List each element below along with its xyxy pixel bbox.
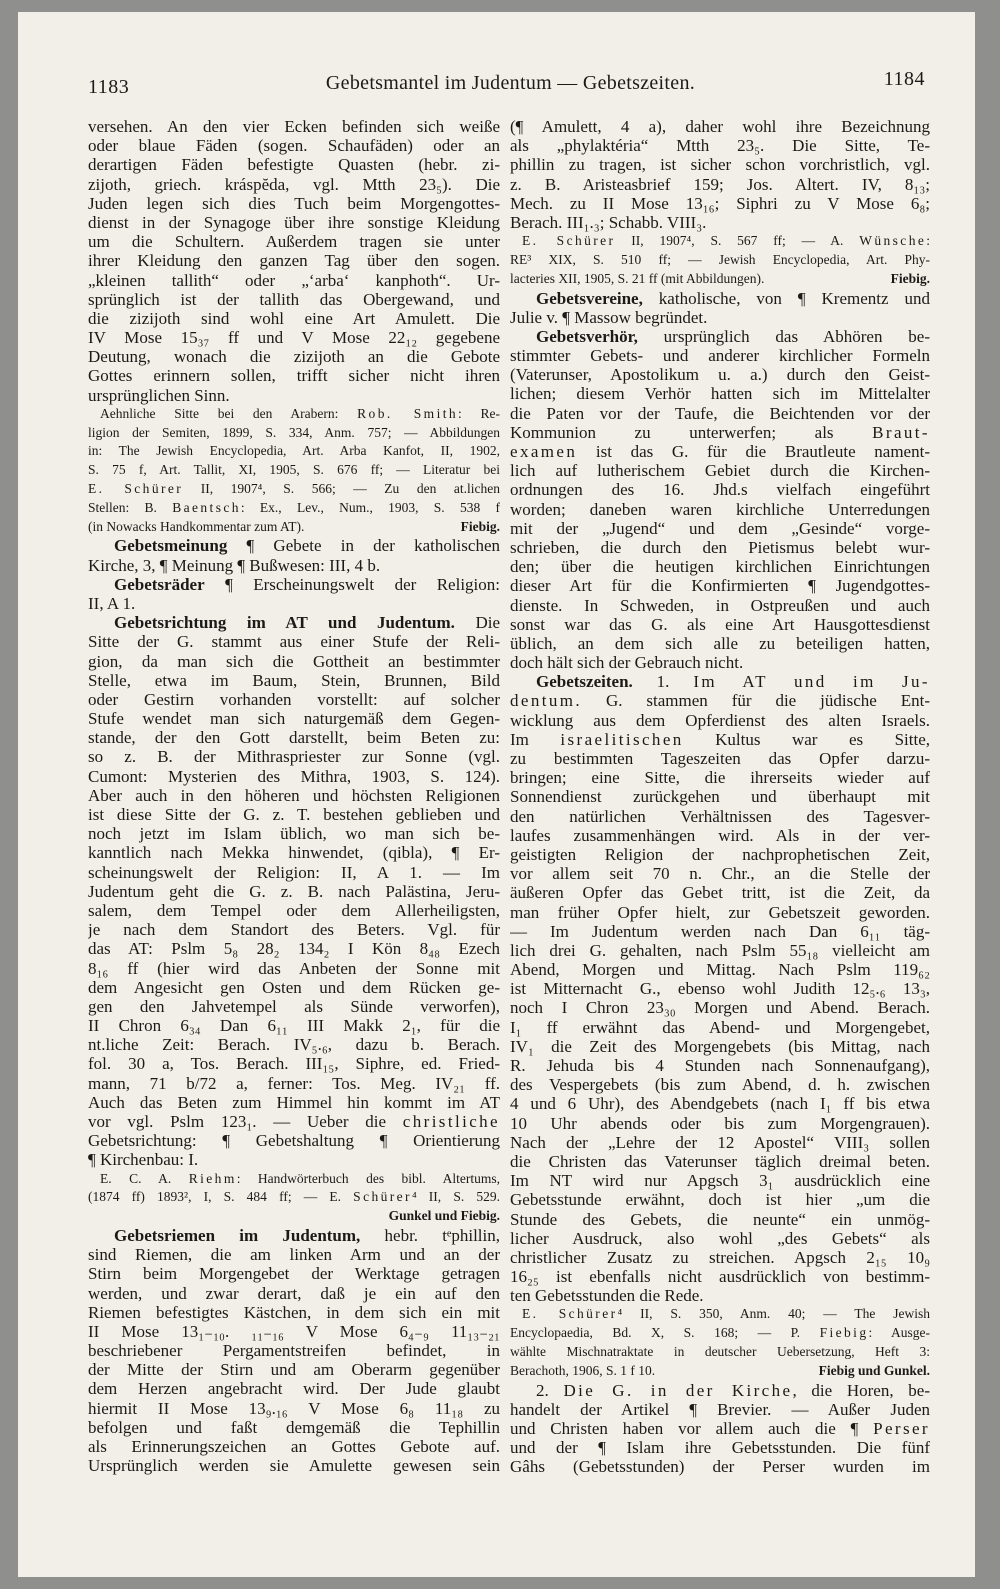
text-segment: : Ex., Lev., Num., 1903, S. 538 f [240, 499, 500, 515]
literature-note [88, 1170, 500, 1226]
text-segment: II, 1907⁴, S. 566; — Zu den at.lichen [183, 481, 500, 496]
text-line [510, 1362, 930, 1381]
text-line: Nach der „Lehre der 12 Apostel“ VIII₃ sollen [510, 1132, 930, 1152]
text-line: beschriebener Pergamentstreifen befindet, in [88, 1341, 500, 1361]
text-line: Im NT wird nur Apgsch 3₁ ausdrücklich eine [510, 1171, 930, 1191]
text-segment: Kommunion zu unterwerfen; als [510, 422, 873, 442]
text-line [88, 1170, 500, 1189]
text-line: kanntlich nach Mekka hinwendet, (qibla), ¶ Er- [88, 843, 500, 863]
article-entry [88, 1226, 500, 1475]
text-line: die zizijoth sind wohl eine Art Amulett. Die [88, 308, 500, 328]
spaced-text: Fiebig [819, 1325, 869, 1341]
headword: Gebetsmeinung [114, 536, 228, 556]
text-line: ¶ Kirchenbau: I. [88, 1150, 199, 1170]
spaced-text: Perser [873, 1419, 930, 1439]
text-line [510, 442, 930, 461]
text-line: „kleinen tallith“ oder „‘arba‘ kanphoth“. Ur- [88, 270, 500, 290]
spaced-text: E. Schürer [522, 233, 616, 249]
text-line: dienste. In Schweden, in Ostpreußen und auch [510, 595, 930, 615]
text-segment: E. C. A. [100, 1170, 189, 1186]
article-entry [510, 289, 930, 327]
text-line: 8₁₆ ff (hier wird das Anbeten der Sonne mit [88, 958, 500, 978]
spaced-text: dentum. [510, 691, 583, 711]
running-title: Gebetsmantel im Judentum — Gebetszeiten. [325, 72, 696, 94]
text-segment: (in Nowacks Handkommentar zum AT). [88, 518, 305, 534]
spaced-text: E. Schürer [88, 481, 184, 496]
spaced-text: israelitischen [560, 729, 684, 749]
text-line [510, 730, 930, 749]
text-line: IV Mose 15₃₇ ff und V Mose 22₁₂ gegebene [88, 328, 500, 348]
text-line: noch jetzt im Islam üblich, wo man sich be- [88, 824, 500, 844]
text-line: ordnungen des 16. Jhd.s vielfach eingeführt [510, 480, 930, 500]
text-line: fol. 30 a, Tos. Berach. III₁₅, Siphre, ed. Fried- [88, 1054, 500, 1074]
spaced-text: Die G. in der Kirche [563, 1380, 793, 1400]
text-line: oder Gestirn vorhanden vorstellt: auf solcher [88, 689, 500, 709]
text-line: licher Ausdruck, also wohl „des Gebets“ als [510, 1228, 930, 1248]
headword: Gebetsräder [114, 574, 205, 594]
text-line: — Im Judentum werden nach Dan 6₁₁ täg- [510, 921, 930, 941]
author-signature: Fiebig. [460, 518, 500, 534]
text-line: 10 Uhr abends oder bis zum Morgengrauen). [510, 1113, 930, 1133]
text-line: Berach. III₁.₃; Schabb. VIII₃. [510, 212, 707, 232]
article-entry [88, 613, 500, 1169]
text-segment: Die [454, 613, 500, 633]
text-line: (Vaterunser, Apostolikum u. a.) durch den Geist- [510, 365, 930, 385]
text-line: Julie v. ¶ Massow begründet. [510, 307, 708, 327]
literature-note [510, 232, 930, 288]
text-line: hiermit II Mose 13₉.₁₆ V Mose 6₈ 11₁₈ zu [88, 1398, 500, 1418]
text-line: schrieben, die durch den Pietismus belebt wur- [510, 537, 930, 557]
text-segment: vor vgl. Pslm 123₁. — Ueber die [88, 1112, 403, 1132]
text-line: Aber auch in den höheren und höchsten Religionen [88, 785, 500, 805]
text-line: das AT: Pslm 5₈ 28₂ 134₂ I Kön 8₄₈ Ezech [88, 939, 500, 959]
text-line [510, 672, 930, 691]
text-segment: II, 1907⁴, S. 567 ff; — A. [615, 233, 860, 249]
text-line: dieser Art für die Konfirmierten ¶ Jugendgottes- [510, 576, 930, 596]
text-line: äußeren Opfer das Gebet tritt, ist die Zeit, da [510, 883, 930, 903]
page-number-left: 1183 [88, 76, 130, 98]
text-line: ten Gebetsstunden die Rede. [510, 1286, 704, 1306]
text-line: christlicher Zusatz zu streichen. Apgsch 2₁₅ 10₉ [510, 1247, 930, 1267]
text-line [510, 1305, 930, 1324]
spaced-text: Riehm [188, 1170, 237, 1186]
text-line: handelt der Artikel ¶ Brevier. — Außer Juden [510, 1399, 930, 1419]
spaced-text: E. Schürer [522, 1306, 618, 1322]
text-line [88, 480, 500, 499]
text-line: die Paten vor der Taufe, die Beichtenden vor der [510, 403, 930, 423]
text-line [88, 1207, 500, 1226]
text-line [510, 423, 930, 442]
literature-note [510, 1305, 930, 1380]
text-line: um die Schultern. Außerdem tragen sie unter [88, 232, 500, 252]
text-line: ist diese Sitte der G. z. T. bestehen geblieben und [88, 805, 500, 825]
text-line: salem, dem Tempel oder dem Allerheiligsten, [88, 900, 500, 920]
text-segment: ursprünglich das Abhören be- [637, 326, 930, 346]
text-line: sind Riemen, die am linken Arm und an der [88, 1245, 500, 1265]
text-line: als „phylaktéria“ Mtth 23₅. Die Sitte, Te- [510, 136, 930, 156]
literature-note [88, 405, 500, 537]
text-line: II Mose 13₁₋₁₀. ₁₁₋₁₆ V Mose 6₄₋₉ 11₁₃₋₂₁ [88, 1321, 500, 1341]
text-segment: katholische, von ¶ Krementz und [642, 288, 930, 308]
text-line: laufes zusammenhängen wird. Als in der ver- [510, 825, 930, 845]
text-segment: : [926, 233, 930, 249]
text-line [510, 1419, 930, 1438]
text-line: sonst war das G. als eine Art Hausgottesdienst [510, 614, 930, 634]
text-segment: : Ausge- [868, 1325, 930, 1341]
headword: Gebetsvereine, [536, 288, 643, 308]
text-line [510, 327, 930, 346]
text-line: mann, 71 b/72 a, ferner: Tos. Meg. IV₂₁ ff. [88, 1073, 500, 1093]
text-line [88, 536, 500, 555]
text-line: befolgen und faßt demgemäß die Tephillin [88, 1417, 500, 1437]
text-line: Kirche, 3, ¶ Meinung ¶ Bußwesen: III, 4 b. [88, 555, 381, 575]
text-segment: : Re- [458, 405, 500, 421]
headword: Gebetsrichtung im AT und Judentum. [114, 613, 455, 633]
spaced-text: Im AT und im Ju- [693, 672, 930, 692]
text-line [510, 270, 930, 289]
text-line: Stufe wendet man sich naturgemäß dem Gegen- [88, 709, 500, 729]
text-line: die Christen das Vaterunser täglich dreimal beten. [510, 1151, 930, 1171]
text-segment: und Christen haben vor allem auch die ¶ [510, 1419, 874, 1439]
text-segment: Kultus war es Sitte, [683, 729, 930, 749]
text-line [510, 289, 930, 308]
text-line [510, 232, 930, 251]
text-line [88, 575, 500, 594]
text-line: Auch das Beten zum Himmel hin kommt im AT [88, 1092, 500, 1112]
text-line: Mech. zu II Mose 13₁₆; Siphri zu V Mose 6₈; [510, 193, 930, 213]
text-line: 16₂₅ ist ebenfalls nicht ausdrücklich von bestimm- [510, 1267, 930, 1287]
text-line: Cumont: Mysterien des Mithra, 1903, S. 124). [88, 766, 500, 786]
text-line: den; über die heutigen kirchlichen Einrichtungen [510, 557, 930, 577]
text-line: des Vespergebets (bis zum Abend, d. h. zwischen [510, 1075, 930, 1095]
text-line: derartigen Fäden befestigte Quasten (hebr. zi- [88, 155, 500, 175]
article-paragraph [510, 117, 930, 232]
text-line: scheinungswelt der Religion: II, A 1. — Im [88, 862, 500, 882]
text-line: geistigten Religion der nachprophetischen Zeit, [510, 844, 930, 864]
text-line: nt.liche Zeit: Berach. IV₅.₆, dazu b. Berach. [88, 1035, 500, 1055]
text-line: Gâhs (Gebetsstunden) der Perser wurden im [510, 1457, 930, 1477]
text-line: wählte Mischnatraktate in deutscher Uebersetzung, Heft 3: [510, 1344, 930, 1360]
text-line: Deutung, wonach die zizijoth an die Gebote [88, 347, 500, 367]
spaced-text: examen [510, 442, 578, 462]
text-line: bringen; eine Sitte, die ihrerseits wieder auf [510, 768, 930, 788]
text-line: zijoth, griech. kráspĕda, vgl. Mtth 23₅). Die [88, 174, 500, 194]
text-line: ligion der Semiten, 1899, S. 334, Anm. 757; — Abbildungen [88, 424, 500, 440]
text-line: stande, der den Gott darstellt, beim Beten zu: [88, 728, 500, 748]
text-line: Gebetsstunde erwähnt, doch ist hier „um die [510, 1190, 930, 1210]
text-line: man früher Opfer hielt, zur Gebetszeit geworden. [510, 902, 930, 922]
text-segment: ⁴ II, S. 529. [411, 1189, 500, 1205]
text-line: doch hält sich der Gebrauch nicht. [510, 653, 744, 673]
text-segment: 2. [536, 1380, 564, 1400]
text-line: dem Angesicht gen Osten und dem Rücken ge- [88, 977, 500, 997]
text-segment: : Handwörterbuch des bibl. Altertums, [236, 1170, 500, 1186]
text-line: Ursprünglich werden sie Amulette gewesen sein [88, 1456, 500, 1476]
text-line: 4 und 6 Uhr), des Abendgebets (nach I₁ ff bis etwa [510, 1094, 930, 1114]
headword: Gebetsverhör, [536, 326, 638, 346]
text-line: der Mitte der Stirn und am Oberarm gegenüber [88, 1360, 500, 1380]
text-line: II, A 1. [88, 593, 136, 613]
article-entry [510, 672, 930, 1305]
scanned-page [18, 12, 975, 1577]
text-line: vor allem seit 70 n. Chr., an die Stelle der [510, 864, 930, 884]
text-line: RE³ XIX, S. 510 ff; — Jewish Encyclopedia, Art. Phy- [510, 251, 930, 267]
text-line: gen den Jahvetempel als Sünde verworfen), [88, 996, 500, 1016]
text-line: gion, da man sich die Gottheit an bestimmter [88, 651, 500, 671]
text-line: Judentum geht die G. z. B. nach Palästina, Jeru- [88, 881, 500, 901]
text-line [88, 499, 500, 518]
article-paragraph [88, 117, 500, 405]
text-line: mit der „Jugend“ und dem „Gesinde“ vorge- [510, 518, 930, 538]
text-line: Stunde des Gebets, die neunte“ ein unmög- [510, 1209, 930, 1229]
spaced-text: Rob. Smith [357, 405, 459, 421]
article-entry [510, 1381, 930, 1477]
text-segment: 1. [632, 672, 694, 692]
text-line: II Chron 6₃₄ Dan 6₁₁ III Makk 2₁, für die [88, 1016, 500, 1036]
text-line: Juden legen sich dies Tuch beim Morgengottes- [88, 193, 500, 213]
text-line: ihrer Kleidung den ganzen Tag über den sogen. [88, 251, 500, 271]
text-segment: Stellen: B. [88, 499, 173, 515]
running-header [18, 70, 975, 96]
article-entry [510, 327, 930, 672]
text-line: Sonnendienst zurückgehen und überhaupt mit [510, 787, 930, 807]
text-line: Sitte der G. stammt aus einer Stufe der Reli- [88, 632, 500, 652]
spaced-text: christliche [402, 1112, 500, 1132]
text-line: IV₁ die Zeit des Morgengebets (bis Mittag, nach [510, 1036, 930, 1056]
text-line [88, 518, 500, 537]
text-line: den natürlichen Verhältnissen des Tagesver- [510, 806, 930, 826]
text-line: dienst in der Synagoge über ihre sonstige Kleidung [88, 212, 500, 232]
text-line: I₁ ff erwähnt das Abend- und Morgengebet, [510, 1017, 930, 1037]
text-line: R. Jehuda bis 4 Stunden nach Sonnenaufgang), [510, 1056, 930, 1076]
text-line: zu bestimmten Tageszeiten das Opfer darzu- [510, 749, 930, 769]
text-line: Abend, Morgen und Mittag. Nach Pslm 119₆₂ [510, 960, 930, 980]
text-line: wicklung aus dem Opferdienst des alten Israels. [510, 710, 930, 730]
text-line [88, 613, 500, 632]
text-line: üblich, an dem sich alle zu beteiligen hatten, [510, 633, 930, 653]
text-segment: Im [510, 729, 561, 749]
author-signature: Fiebig. [890, 270, 930, 286]
text-line: z. B. Aristeasbrief 159; Jos. Altert. IV, 8₁₃; [510, 174, 930, 194]
headword: Gebetsriemen im Judentum, [114, 1225, 361, 1245]
text-line [88, 1188, 500, 1207]
text-line [88, 1112, 500, 1131]
text-line: ist Mitternacht G., ebenso wohl Judith 12₅.₆ 13₃, [510, 979, 930, 999]
author-signature: Gunkel und Fiebig. [388, 1208, 500, 1224]
spaced-text: Schürer [353, 1189, 412, 1205]
text-line: Stelle, etwa im Baum, Stein, Brunnen, Bild [88, 670, 500, 690]
article-entry [88, 575, 500, 613]
text-line: phillin zu tragen, ist sicher schon vorchristlich, vgl. [510, 155, 930, 175]
text-line [510, 1381, 930, 1400]
text-line: (¶ Amulett, 4 a), daher wohl ihre Bezeichnung [510, 117, 930, 136]
text-line: so z. B. der Mithraspriester zur Sonne (vgl. [88, 747, 500, 767]
text-line [510, 691, 930, 710]
author-signature: Fiebig und Gunkel. [818, 1362, 930, 1378]
text-line: Gottes erinnern sollen, trifft sicher nicht ihren [88, 366, 500, 386]
text-line: oder blaue Fäden (sogen. Schaufäden) oder an [88, 136, 500, 156]
text-line: ursprünglichen Sinn. [88, 385, 230, 405]
text-line: Riemen befestigtes Kästchen, in dem sich ein mit [88, 1302, 500, 1322]
text-line: Stirn beim Morgengebet der Werktage getragen [88, 1264, 500, 1284]
text-line: lich drei G. gehalten, nach Pslm 55₁₈ vielleicht am [510, 940, 930, 960]
text-line: Gebetsrichtung: ¶ Gebetshaltung ¶ Orientierung [88, 1131, 500, 1151]
spaced-text: Baentsch [172, 499, 241, 515]
text-segment: Encyclopaedia, Bd. X, S. 168; — P. [510, 1325, 820, 1341]
text-segment: lacteries XII, 1905, S. 21 ff (mit Abbildungen). [510, 270, 765, 286]
text-line: stimmter Gebets- und anderer kirchlicher Formeln [510, 346, 930, 366]
text-line: worden; daneben waren kirchliche Unterredungen [510, 499, 930, 519]
text-line: lichen; diesem Verhör hatten sich im Mittelalter [510, 384, 930, 404]
article-entry [88, 536, 500, 574]
text-line: versehen. An den vier Ecken befinden sich weiße [88, 117, 500, 136]
text-segment: G. stammen für die jüdische Ent- [582, 691, 930, 711]
text-segment: ist das G. für die Brautleute nament- [577, 442, 930, 462]
text-line [510, 1324, 930, 1343]
text-line: und der ¶ Islam ihre Gebetsstunden. Die fünf [510, 1438, 930, 1458]
text-line: dem Herzen angebracht wird. Der Jude glaubt [88, 1379, 500, 1399]
text-segment: Aehnliche Sitte bei den Arabern: [100, 405, 358, 421]
text-line: sprünglich ist der tallith das Obergewand, und [88, 289, 500, 309]
text-line: S. 75 f, Art. Tallit, XI, 1905, S. 676 ff; — Literatur bei [88, 462, 500, 478]
left-column [88, 117, 500, 1475]
text-line: werden, und zwar derart, daß je ein auf den [88, 1283, 500, 1303]
spaced-text: Braut- [872, 422, 930, 442]
text-segment: ¶ Gebete in der katholischen [227, 536, 500, 556]
text-segment: (1874 ff) 1893², I, S. 484 ff; — E. [88, 1189, 354, 1205]
text-segment: Berachoth, 1906, S. 1 f 10. [510, 1362, 656, 1378]
right-column [510, 117, 930, 1477]
text-line: je nach dem Standort des Beters. Vgl. für [88, 920, 500, 940]
text-line: noch I Chron 23₃₀ Morgen und Abend. Berach. [510, 998, 930, 1018]
page-number-right: 1184 [883, 68, 925, 90]
text-segment: ⁴ II, S. 350, Anm. 40; — The Jewish [617, 1306, 930, 1322]
text-line [88, 405, 500, 424]
headword: Gebetszeiten. [536, 672, 633, 692]
text-line: lich auf lutherischem Gebiet durch die Kirchen- [510, 461, 930, 481]
text-line: als Erinnerungszeichen an Gottes Gebote auf. [88, 1437, 500, 1457]
text-segment: , die Horen, be- [792, 1380, 930, 1400]
text-segment: hebr. tᵉphillin, [360, 1225, 500, 1245]
spaced-text: Wünsche [859, 233, 927, 249]
text-segment: ¶ Erscheinungswelt der Religion: [204, 574, 500, 594]
text-line: in: The Jewish Encyclopedia, Art. Arba Kanfot, II, 1902, [88, 443, 500, 459]
text-line [88, 1226, 500, 1245]
